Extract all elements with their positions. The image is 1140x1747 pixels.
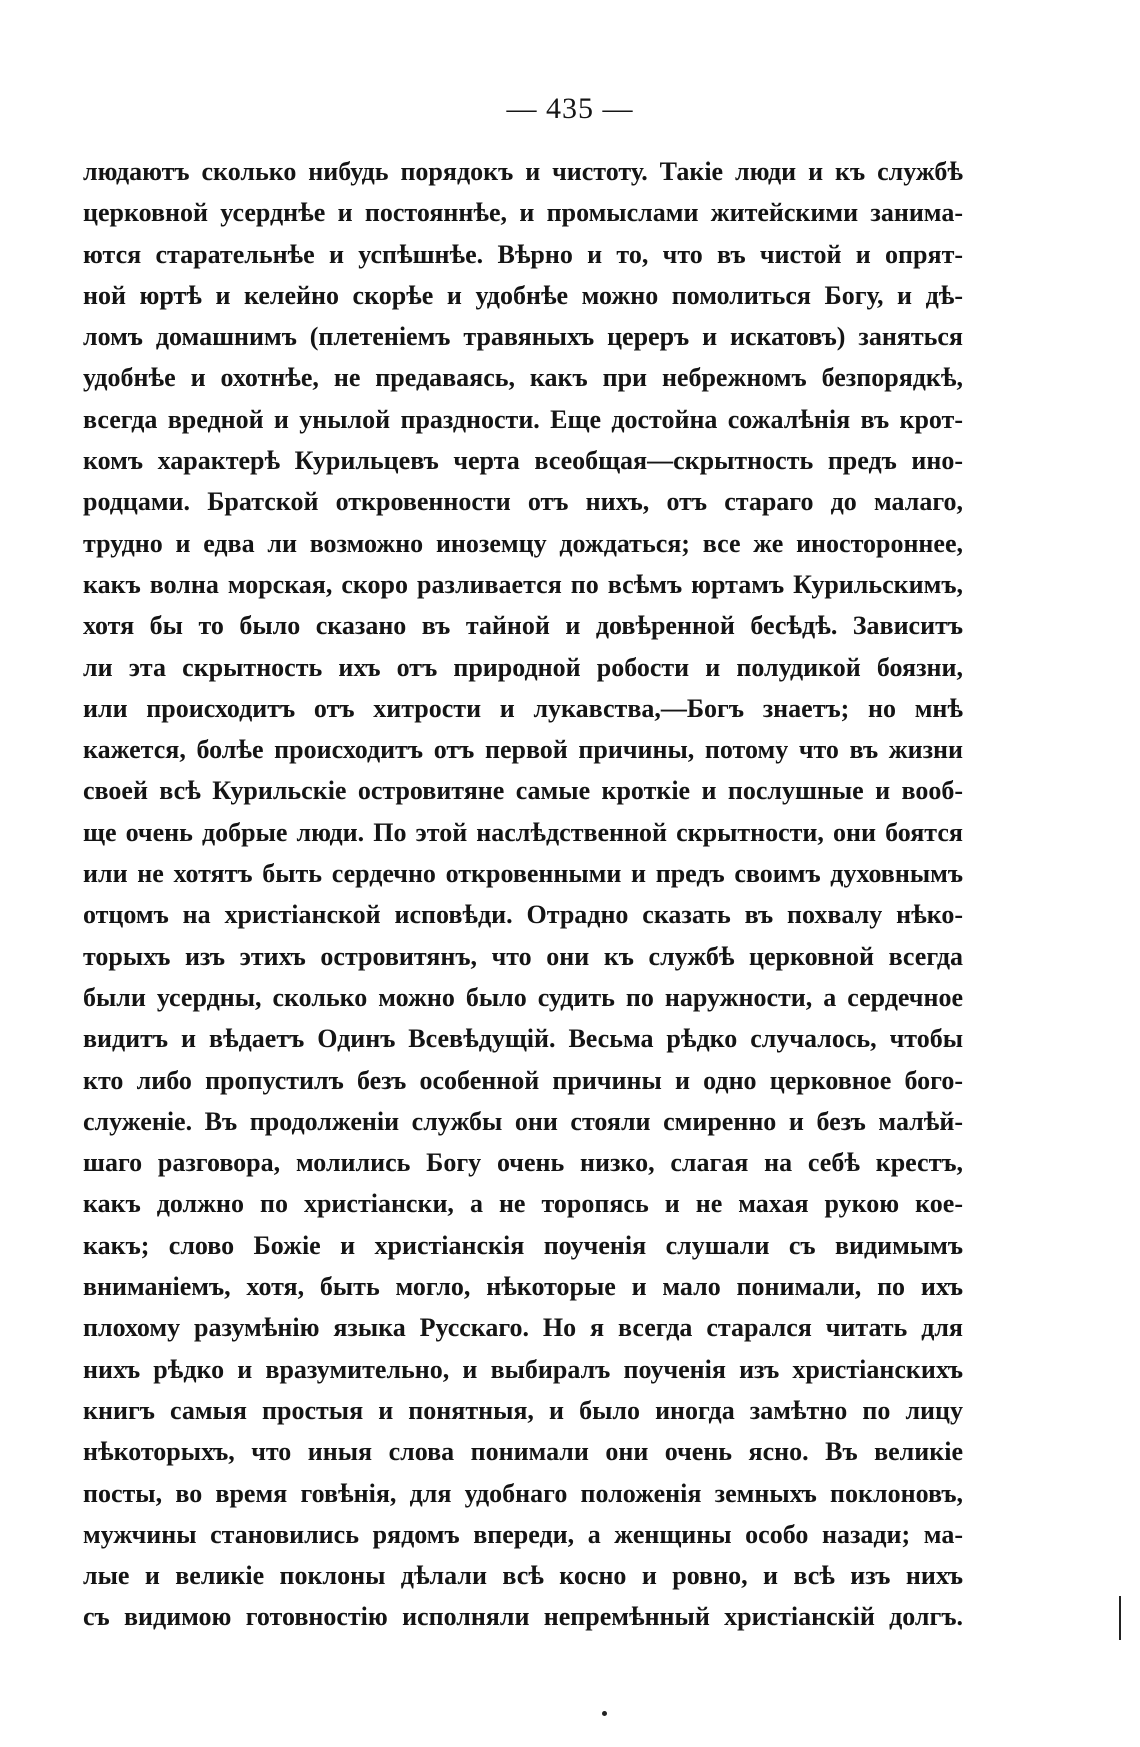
text-line: нѣкоторыхъ, что иныя слова понимали они очень ясно. Въ великіе [83,1437,963,1467]
text-line: кажется, болѣе происходитъ отъ первой причины, потому что въ жизни [83,735,963,765]
text-line: нихъ рѣдко и вразумительно, и выбиралъ поученія изъ христіанскихъ [83,1354,963,1384]
body-text [83,151,963,1638]
text-line: шаго разговора, молились Богу очень низко, слагая на себѣ крестъ, [83,1148,963,1178]
text-line: ломъ домашнимъ (плетеніемъ травяныхъ цереръ и искатовъ) заняться [83,322,963,352]
text-line: видитъ и вѣдаетъ Одинъ Всевѣдущій. Весьма рѣдко случалось, чтобы [83,1024,963,1054]
text-line: ще очень добрые люди. По этой наслѣдственной скрытности, они боятся [83,817,963,847]
scan-edge-mark [1119,1596,1121,1640]
text-line: церковной усерднѣе и постояннѣе, и промыслами житейскими занима- [83,198,963,228]
text-line: книгъ самыя простыя и понятныя, и было иногда замѣтно по лицу [83,1395,963,1425]
text-line: кто либо пропустилъ безъ особенной причины и одно церковное бого- [83,1065,963,1095]
scan-speck [602,1711,607,1716]
text-line: комъ характерѣ Курильцевъ черта всеобщая—скрытность предъ ино- [83,446,963,476]
text-line: своей всѣ Курильскіе островитяне самые кроткіе и послушные и вооб- [83,776,963,806]
page-number: — 435 — [506,92,634,125]
text-line: съ видимою готовностію исполняли непремѣнный христіанскій долгъ. [83,1602,963,1632]
text-line: мужчины становились рядомъ впереди, а женщины особо назади; ма- [83,1519,963,1549]
text-line: какъ; слово Божіе и христіанскія поученія слушали съ видимымъ [83,1230,963,1260]
text-line: хотя бы то было сказано въ тайной и довѣренной бесѣдѣ. Зависитъ [83,611,963,641]
text-line: торыхъ изъ этихъ островитянъ, что они къ службѣ церковной всегда [83,941,963,971]
text-line: служеніе. Въ продолженіи службы они стояли смиренно и безъ малѣй- [83,1106,963,1136]
text-line: трудно и едва ли возможно иноземцу дождаться; все же иностороннее, [83,528,963,558]
text-line: плохому разумѣнію языка Русскаго. Но я всегда старался читать для [83,1313,963,1343]
text-line: или не хотятъ быть сердечно откровенными и предъ своимъ духовнымъ [83,859,963,889]
text-line: всегда вредной и унылой праздности. Еще достойна сожалѣнія въ крот- [83,404,963,434]
text-line: посты, во время говѣнія, для удобнаго положенія земныхъ поклоновъ, [83,1478,963,1508]
text-line: родцами. Братской откровенности отъ нихъ, отъ стараго до малаго, [83,487,963,517]
text-line: лые и великіе поклоны дѣлали всѣ косно и ровно, и всѣ изъ нихъ [83,1561,963,1591]
text-line: вниманіемъ, хотя, быть могло, нѣкоторые и мало понимали, по ихъ [83,1272,963,1302]
text-line: людаютъ сколько нибудь порядокъ и чистоту. Такіе люди и къ службѣ [83,157,963,186]
text-line: какъ должно по христіански, а не торопясь и не махая рукою кое- [83,1189,963,1219]
text-line: ются старательнѣе и успѣшнѣе. Вѣрно и то, что въ чистой и опрят- [83,239,963,269]
text-line: отцомъ на христіанской исповѣди. Отрадно сказать въ похвалу нѣко- [83,900,963,930]
text-line: ли эта скрытность ихъ отъ природной робости и полудикой боязни, [83,652,963,682]
text-line: какъ волна морская, скоро разливается по всѣмъ юртамъ Курильскимъ, [83,569,963,599]
text-line: или происходитъ отъ хитрости и лукавства,—Богъ знаетъ; но мнѣ [83,693,963,723]
text-line: ной юртѣ и келейно скорѣе и удобнѣе можно помолиться Богу, и дѣ- [83,280,963,310]
text-line: удобнѣе и охотнѣе, не предаваясь, какъ при небрежномъ безпорядкѣ, [83,363,963,393]
text-line: были усердны, сколько можно было судить по наружности, а сердечное [83,982,963,1012]
